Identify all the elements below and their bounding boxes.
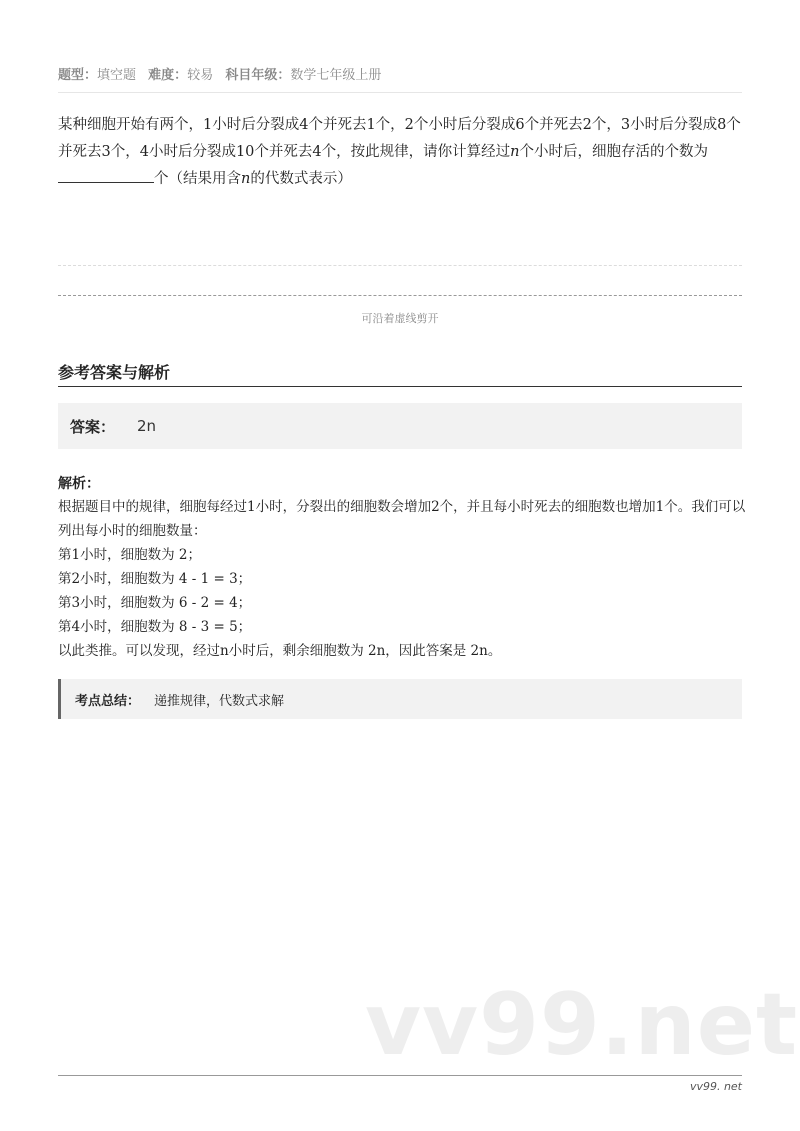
question-part-4: 的代数式表示）	[250, 171, 352, 187]
analysis-line: 第1小时，细胞数为 2；	[58, 547, 201, 563]
question-text	[58, 112, 748, 193]
analysis-line: 第2小时，细胞数为 4 - 1 = 3；	[58, 571, 252, 587]
analysis-line: 以此类推。可以发现，经过n小时后，剩余细胞数为 2n，因此答案是 2n。	[58, 643, 502, 659]
type-value: 填空题	[97, 68, 137, 83]
summary-box	[58, 679, 742, 719]
question-part-3: 个（结果用含	[154, 171, 241, 187]
meta-divider	[58, 92, 742, 93]
subject-label: 科目年级：	[225, 68, 291, 83]
answer-blank	[58, 166, 154, 183]
summary-label: 考点总结：	[75, 693, 141, 709]
question-meta	[58, 64, 389, 83]
answer-label: 答案：	[70, 417, 116, 436]
faint-dashed-divider	[58, 265, 742, 266]
question-variable-n: n	[510, 144, 520, 160]
difficulty-label: 难度：	[148, 68, 188, 83]
cut-label: 可沿着虚线剪开	[361, 312, 439, 325]
summary-value: 递推规律，代数式求解	[154, 693, 285, 709]
cut-line	[58, 295, 742, 296]
question-part-1: 某种细胞开始有两个，1小时后分裂成4个并死去1个，2个小时后分裂成6个并死去2个，3小时后分裂成8个并死去3个，4小时后分裂成10个并死去4个，按此规律，请你计算经过	[58, 117, 741, 160]
analysis-line: 第3小时，细胞数为 6 - 2 = 4；	[58, 595, 252, 611]
analysis-line: 根据题目中的规律，细胞每经过1小时，分裂出的细胞数会增加2个，并且每小时死去的细胞数也增加1个。我们可以列出每小时的细胞数量：	[58, 499, 746, 539]
difficulty-value: 较易	[187, 68, 214, 83]
solution-divider	[58, 386, 742, 387]
solution-title: 参考答案与解析	[58, 363, 171, 382]
answer-value: 2n	[137, 417, 157, 435]
footer-site: vv99. net	[689, 1080, 742, 1093]
watermark: vv99.net	[365, 975, 799, 1075]
question-variable-n-2: n	[241, 171, 251, 187]
footer-divider	[58, 1075, 742, 1076]
question-part-2: 个小时后，细胞存活的个数为	[519, 144, 708, 160]
type-label: 题型：	[58, 68, 98, 83]
analysis-line: 第4小时，细胞数为 8 - 3 = 5；	[58, 619, 252, 635]
subject-value: 数学七年级上册	[290, 68, 382, 83]
analysis-text	[58, 495, 748, 663]
answer-box	[58, 403, 742, 449]
analysis-label: 解析：	[58, 476, 100, 492]
